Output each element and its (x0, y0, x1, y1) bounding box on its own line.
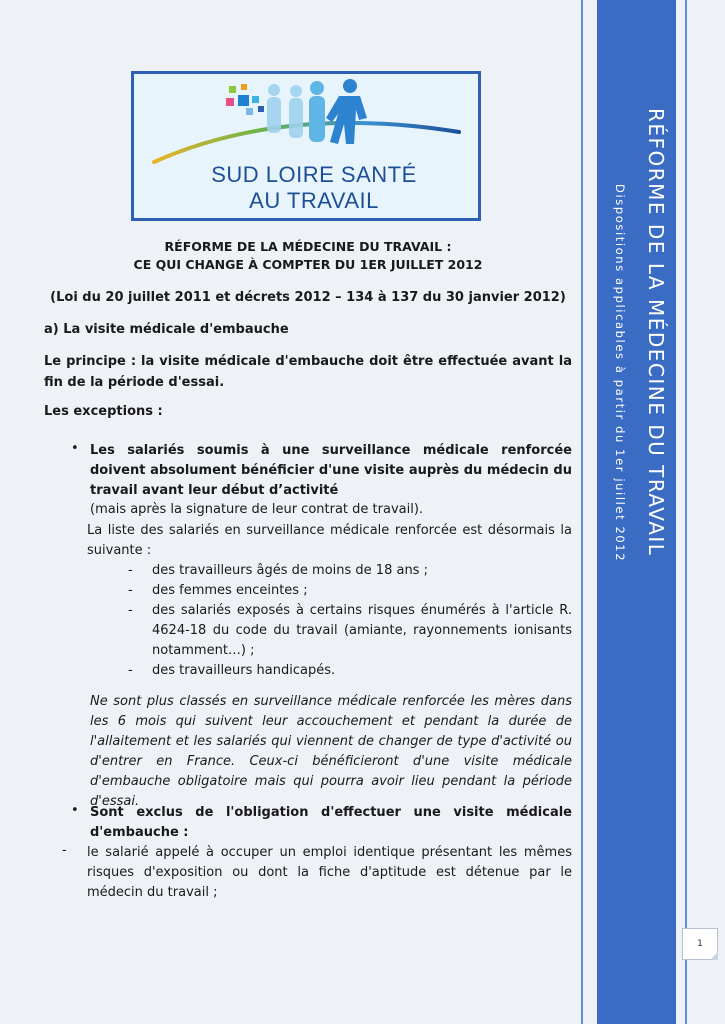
section-a-title: a) La visite médicale d'embauche (44, 322, 289, 337)
dash-icon: - (128, 563, 133, 578)
exceptions-title: Les exceptions : (44, 404, 163, 419)
italic-note: Ne sont plus classés en surveillance médicale renforcée les mères dans les 6 mois qui suivent leur accouchement et pendant la durée de l'allaitement et les salariés qui viennent de changer de type d'activité ou d'entrer en France. Ceux-ci bénéficieront d'une visite médicale d'embauche obligatoire mais qui pourra avoir lieu pendant la période d'essai. (90, 694, 572, 809)
list-item-text: des travailleurs handicapés. (152, 663, 336, 678)
sidebar-rule-right (685, 0, 687, 1024)
sidebar-title: RÉFORME DE LA MÉDECINE DU TRAVAIL (644, 108, 668, 557)
bullet2-text: Sont exclus de l'obligation d'effectuer une visite médicale d'embauche : (90, 805, 572, 840)
logo-text-line1: SUD LOIRE SANTÉ (211, 162, 417, 187)
list-item (128, 661, 572, 681)
document-heading (44, 238, 572, 274)
bullet2-item: le salarié appelé à occuper un emploi identique présentant les mêmes risques d'exposition ou dont la fiche d'aptitude est détenue par le médecin du travail ; (87, 845, 572, 900)
law-reference: (Loi du 20 juillet 2011 et décrets 2012 – 134 à 137 du 30 janvier 2012) (50, 290, 566, 305)
sidebar-rule-left (581, 0, 583, 1024)
bullet-icon: • (71, 441, 79, 456)
list-item (128, 561, 572, 581)
logo-text-line2: AU TRAVAIL (249, 188, 379, 213)
dash-icon: - (128, 583, 133, 598)
bullet1-text: Les salariés soumis à une surveillance médicale renforcée doivent absolument bénéficier d'une visite auprès du médecin du travail avant leur début d’activité (90, 443, 572, 498)
bullet-icon: • (71, 803, 79, 818)
dash-list (128, 561, 572, 681)
bullet1-paren: (mais après la signature de leur contrat de travail). (90, 502, 424, 517)
dash-icon: - (62, 843, 67, 858)
list-item-text: des travailleurs âgés de moins de 18 ans ; (152, 563, 428, 578)
heading-line2: CE QUI CHANGE À COMPTER DU 1ER JUILLET 2012 (133, 257, 483, 272)
list-intro: La liste des salariés en surveillance médicale renforcée est désormais la suivante : (87, 523, 572, 558)
page-number: 1 (682, 928, 718, 960)
logo (131, 71, 481, 221)
principle-paragraph: Le principe : la visite médicale d'embauche doit être effectuée avant la fin de la période d'essai. (44, 354, 572, 390)
list-item-text: des femmes enceintes ; (152, 583, 308, 598)
list-item-text: des salariés exposés à certains risques énumérés à l'article R. 4624-18 du code du travail (amiante, rayonnements ionisants notamment…) ; (152, 603, 572, 658)
dash-icon: - (128, 663, 133, 678)
heading-line1: RÉFORME DE LA MÉDECINE DU TRAVAIL : (164, 239, 452, 254)
dash-icon: - (128, 603, 133, 618)
list-item (128, 601, 572, 661)
sidebar-subtitle: Dispositions applicables à partir du 1er juillet 2012 (613, 184, 627, 563)
list-item (128, 581, 572, 601)
